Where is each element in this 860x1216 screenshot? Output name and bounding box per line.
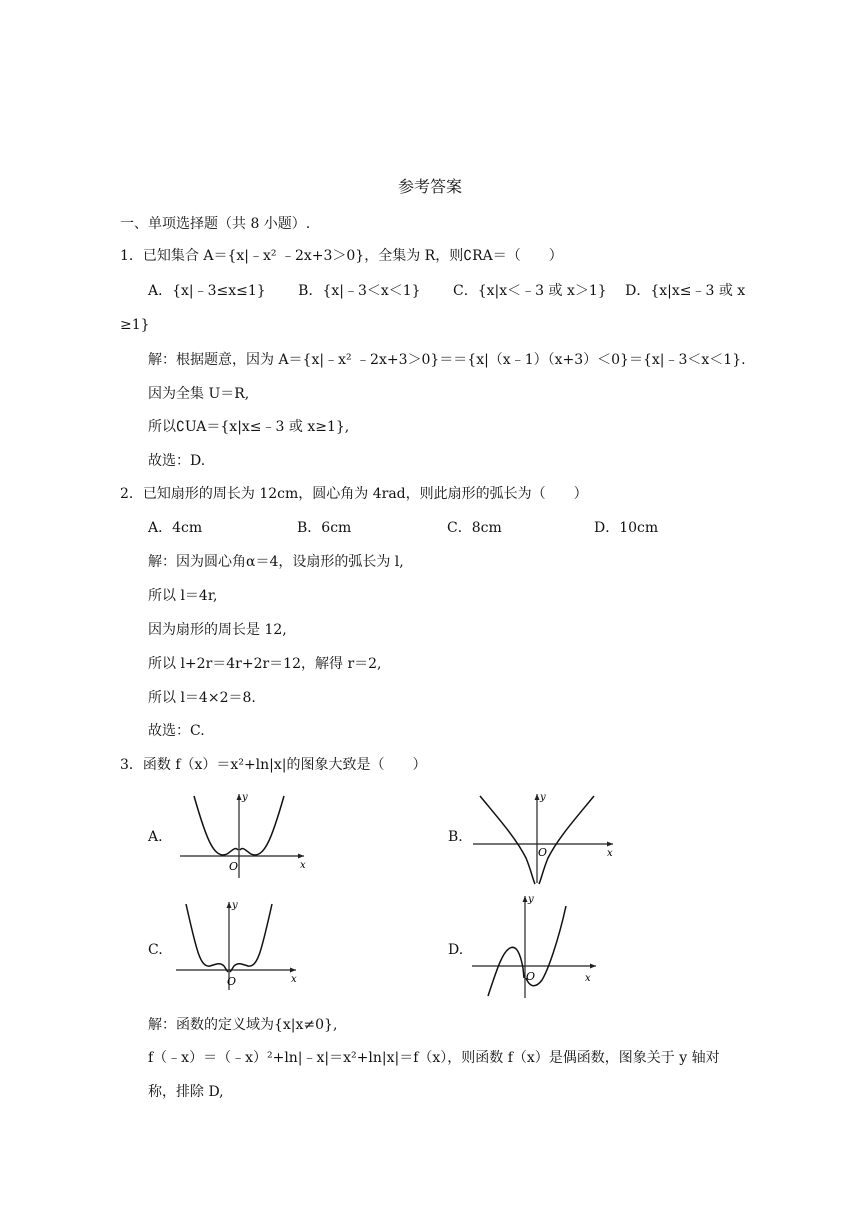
q1-stem: 1．已知集合 A＝{x|﹣x² ﹣2x+3＞0}，全集为 R，则∁RA＝（ ） — [120, 248, 563, 264]
page-title: 参考答案 — [397, 177, 462, 196]
y-axis-label: y — [232, 900, 238, 911]
q2-solution-line: 所以 l+2r＝4r+2r＝12，解得 r＝2, — [148, 656, 382, 672]
q3-option-a-label: A. — [148, 829, 163, 845]
q3-graph-a — [172, 788, 312, 883]
q2-stem: 2．已知扇形的周长为 12cm，圆心角为 4rad，则此扇形的弧长为（ ） — [120, 486, 588, 502]
q2-solution-line: 因为扇形的周长是 12, — [148, 622, 287, 638]
q3-graph-d — [468, 892, 603, 1002]
x-axis-label: x — [585, 973, 591, 984]
q2-solution-line: 所以 l＝4r, — [148, 588, 218, 604]
origin-label: O — [526, 970, 536, 983]
q3-solution-line: f（﹣x）＝（﹣x）²+ln|﹣x|＝x²+ln|x|＝f（x），则函数 f（x）是偶函数，图象关于 y 轴对 — [148, 1050, 720, 1066]
origin-label: O — [538, 846, 548, 859]
q2-option-d: D．10cm — [594, 520, 659, 536]
q2-solution-line: 解：因为圆心角α＝4，设扇形的弧长为 l, — [148, 554, 404, 570]
x-axis-label: x — [607, 848, 613, 859]
q2-answer: 故选：C. — [148, 723, 205, 739]
q3-option-c-label: C. — [148, 942, 163, 958]
y-axis-label: y — [242, 792, 248, 803]
q2-option-b: B．6cm — [297, 520, 352, 536]
q2-option-a: A．4cm — [148, 520, 203, 536]
q1-solution-line: 解：根据题意，因为 A＝{x|﹣x² ﹣2x+3＞0}＝＝{x|（x﹣1）（x+3）＜0}＝{x|﹣3＜x＜1}. — [148, 352, 746, 368]
q2-option-c: C．8cm — [447, 520, 502, 536]
q2-solution-line: 所以 l＝4×2＝8. — [148, 690, 256, 706]
q3-option-b-label: B. — [448, 829, 463, 845]
y-axis-label: y — [528, 894, 534, 905]
q1-solution-line: 所以∁UA＝{x|x≤﹣3 或 x≥1}, — [148, 419, 350, 435]
q3-solution-line: 解：函数的定义域为{x|x≠0}, — [148, 1017, 338, 1033]
y-axis-label: y — [540, 792, 546, 803]
q3-solution-line: 称，排除 D, — [148, 1084, 224, 1100]
q1-options-wrap: ≥1} — [120, 317, 150, 333]
origin-label: O — [229, 860, 239, 873]
x-axis-label: x — [300, 860, 306, 871]
q3-graph-c — [172, 898, 302, 993]
section-heading: 一、单项选择题（共 8 小题）. — [120, 216, 311, 232]
q3-option-d-label: D. — [448, 942, 464, 958]
origin-label: O — [227, 975, 237, 988]
q1-answer: 故选：D. — [148, 453, 206, 469]
q3-stem: 3．函数 f（x）＝x²+ln|x|的图象大致是（ ） — [120, 757, 427, 773]
q1-solution-line: 因为全集 U＝R, — [148, 386, 250, 402]
x-axis-label: x — [291, 974, 297, 985]
q1-options: A．{x|﹣3≤x≤1} B．{x|﹣3＜x＜1} C．{x|x＜﹣3 或 x＞1} D．{x|x≤﹣3 或 x — [148, 283, 746, 299]
q3-graph-b — [468, 788, 618, 888]
